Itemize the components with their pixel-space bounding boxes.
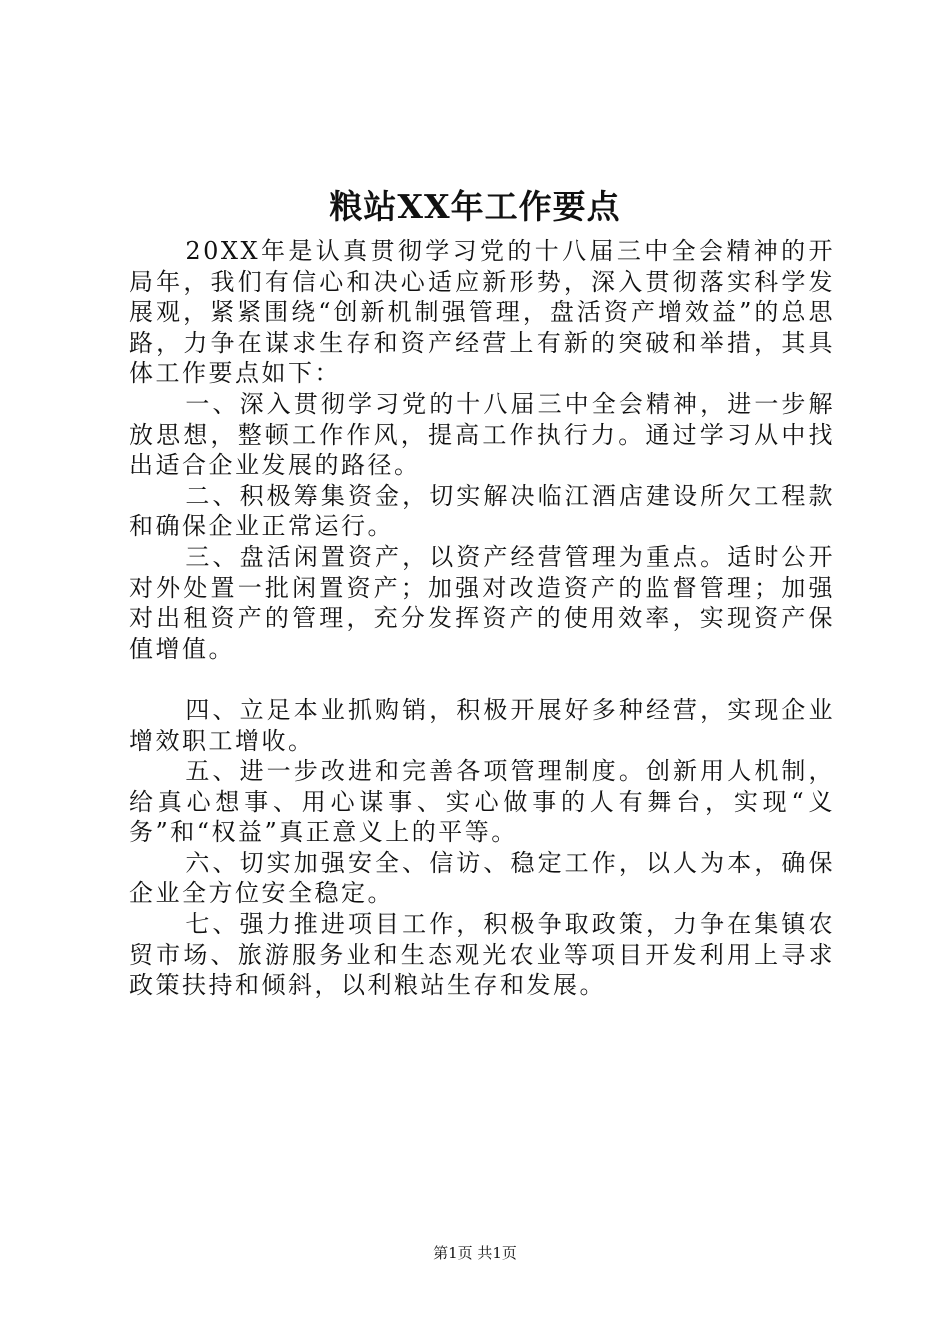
paragraph-item-6: 六、切实加强安全、信访、稳定工作，以人为本，确保企业全方位安全稳定。: [129, 848, 835, 908]
blank-line: [129, 664, 835, 695]
paragraph-item-4: 四、立足本业抓购销，积极开展好多种经营，实现企业增效职工增收。: [129, 695, 835, 755]
paragraph-item-5: 五、进一步改进和完善各项管理制度。创新用人机制，给真心想事、用心谋事、实心做事的人有舞台，实现“义务”和“权益”真正意义上的平等。: [129, 757, 835, 847]
page-number-footer: 第1页 共1页: [433, 1244, 517, 1262]
paragraph-item-1: 一、深入贯彻学习党的十八届三中全会精神，进一步解放思想，整顿工作作风，提高工作执行力。通过学习从中找出适合企业发展的路径。: [129, 389, 835, 480]
paragraph-intro: 20XX年是认真贯彻学习党的十八届三中全会精神的开局年，我们有信心和决心适应新形势，深入贯彻落实科学发展观，紧紧围绕“创新机制强管理，盘活资产增效益”的总思路，力争在谋求生存和资产经营上有新的突破和举措，其具体工作要点如下：: [129, 237, 835, 388]
document-title: 粮站XX年工作要点: [329, 187, 621, 226]
paragraph-item-7: 七、强力推进项目工作，积极争取政策，力争在集镇农贸市场、旅游服务业和生态观光农业等项目开发利用上寻求政策扶持和倾斜，以利粮站生存和发展。: [129, 910, 835, 1000]
paragraph-item-2: 二、积极筹集资金，切实解决临江酒店建设所欠工程款和确保企业正常运行。: [129, 481, 835, 541]
paragraph-item-3: 三、盘活闲置资产，以资产经营管理为重点。适时公开对外处置一批闲置资产；加强对改造资产的监督管理；加强对出租资产的管理，充分发挥资产的使用效率，实现资产保值增值。: [129, 542, 835, 663]
document-body: [129, 236, 835, 1001]
